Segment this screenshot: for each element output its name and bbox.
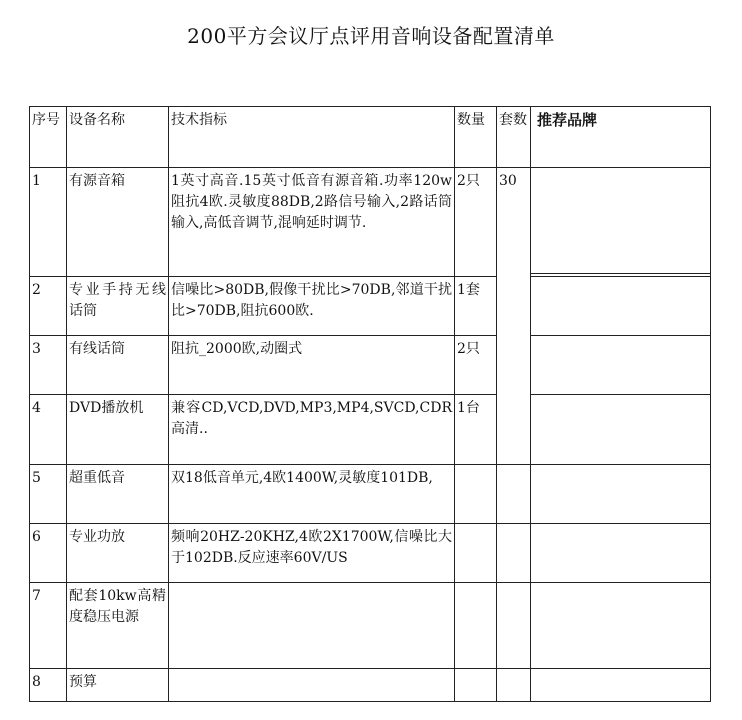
cell-name: 有源音箱 [67, 168, 169, 277]
cell-spec [169, 583, 455, 669]
cell-qty: 2只 [455, 168, 497, 277]
header-brand [531, 107, 711, 168]
cell-brand [531, 168, 711, 277]
cell-name: 专业手持无线话筒 [67, 277, 169, 336]
cell-sets: 30 [497, 168, 531, 465]
cell-qty [455, 465, 497, 524]
cell-no: 5 [30, 465, 67, 524]
cell-qty: 2只 [455, 336, 497, 395]
table-row [30, 168, 711, 277]
table-row [30, 669, 711, 702]
header-spec: 技术指标 [169, 107, 455, 168]
cell-no: 2 [30, 277, 67, 336]
cell-name: 超重低音 [67, 465, 169, 524]
cell-spec: 1英寸高音.15英寸低音有源音箱.功率120w阻抗4欧.灵敏度88DB,2路信号输入,2路话筒输入,高低音调节,混响延时调节. [169, 168, 455, 277]
cell-name: 配套10kw高精度稳压电源 [67, 583, 169, 669]
cell-sets [497, 524, 531, 583]
cell-name: 预算 [67, 669, 169, 702]
cell-no: 6 [30, 524, 67, 583]
table-row [30, 277, 711, 336]
cell-qty [455, 583, 497, 669]
cell-no: 4 [30, 395, 67, 465]
table-row [30, 524, 711, 583]
table-header-row [30, 107, 711, 168]
cell-spec: 双18低音单元,4欧1400W,灵敏度101DB, [169, 465, 455, 524]
cell-name: 有线话筒 [67, 336, 169, 395]
cell-no: 3 [30, 336, 67, 395]
cell-no: 8 [30, 669, 67, 702]
cell-brand [531, 669, 711, 702]
cell-name: 专业功放 [67, 524, 169, 583]
header-sets: 套数 [497, 107, 531, 168]
cell-brand [531, 583, 711, 669]
equipment-table [29, 106, 711, 702]
header-qty: 数量 [455, 107, 497, 168]
cell-brand [531, 395, 711, 465]
table-row [30, 336, 711, 395]
table-row [30, 395, 711, 465]
cell-qty [455, 524, 497, 583]
cell-qty [455, 669, 497, 702]
cell-no: 7 [30, 583, 67, 669]
cell-sets [497, 669, 531, 702]
header-name: 设备名称 [67, 107, 169, 168]
table-row [30, 583, 711, 669]
cell-brand [531, 277, 711, 336]
cell-spec [169, 669, 455, 702]
cell-name: DVD播放机 [67, 395, 169, 465]
document-title: 200平方会议厅点评用音响设备配置清单 [187, 24, 555, 48]
cell-qty: 1台 [455, 395, 497, 465]
cell-brand [531, 465, 711, 524]
cell-sets [497, 583, 531, 669]
cell-spec: 信噪比>80DB,假像干扰比>70DB,邻道干扰比>70DB,阻抗600欧. [169, 277, 455, 336]
cell-spec: 频响20HZ-20KHZ,4欧2X1700W,信噪比大于102DB.反应速率60V/US [169, 524, 455, 583]
cell-brand-divider [531, 168, 710, 274]
header-no: 序号 [30, 107, 67, 168]
cell-brand [531, 524, 711, 583]
cell-qty: 1套 [455, 277, 497, 336]
cell-brand [531, 336, 711, 395]
cell-no: 1 [30, 168, 67, 277]
table-row [30, 465, 711, 524]
cell-spec: 兼容CD,VCD,DVD,MP3,MP4,SVCD,CDR高清.. [169, 395, 455, 465]
cell-sets [497, 465, 531, 524]
header-brand-label: 推荐品牌 [537, 111, 598, 129]
cell-spec: 阻抗_2000欧,动圈式 [169, 336, 455, 395]
